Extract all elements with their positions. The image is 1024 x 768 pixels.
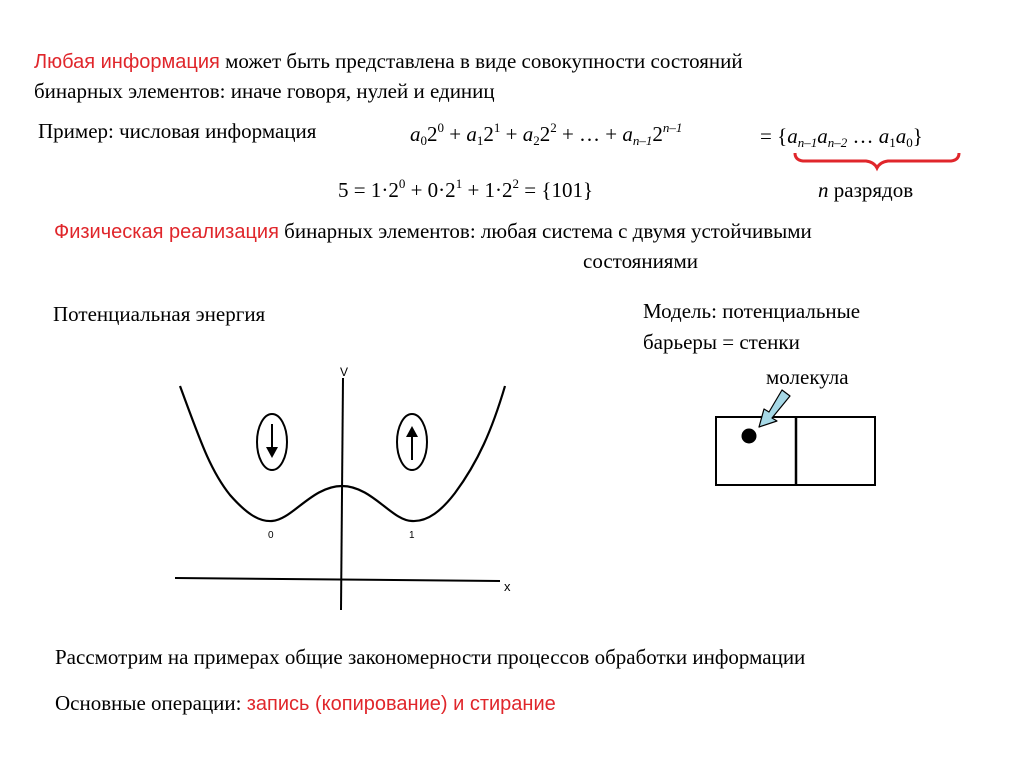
sub-n1: n–1 [632,133,653,148]
model-line-1: Модель: потенциальные [643,299,861,323]
intro-rest: может быть представлена в виде совокупности состояний [219,49,743,73]
sup-2: 2 [550,120,557,135]
physical-line-2: состояниями [583,249,698,273]
sub-0: 0 [906,135,913,150]
molecule-label: молекула [766,365,849,389]
ellipsis: … [847,124,879,148]
coef-a1: a [466,122,477,146]
operations-label: Основные операции: [55,691,247,715]
example-label: Пример: числовая информация [38,119,317,143]
base-2: 2 [539,122,551,146]
ellipsis: … [579,122,606,146]
sub-0: 0 [420,133,427,148]
sub-n2: n–2 [827,135,848,150]
coef-a0: a [410,122,421,146]
well-label-right: 1 [409,530,415,541]
operations-line [55,691,556,716]
digit-a0: a [895,124,907,148]
axis-x-label: x [504,579,511,594]
close-brace: } [912,124,923,148]
model-line-2: барьеры = стенки [643,330,800,354]
intro-highlight: Любая информация [34,51,220,73]
five-part-c: + 1·2 [462,178,513,202]
plus: + [444,122,467,146]
sup-n1: n–1 [662,120,683,135]
digits-n: n [818,178,829,202]
physical-rest: бинарных элементов: любая система с двумя устойчивыми [278,219,812,243]
five-part-a: 5 = 1·2 [338,178,399,202]
sup-1: 1 [493,120,501,135]
five-part-b: + 0·2 [405,178,456,202]
molecule-dot [742,429,757,444]
plus: + [556,122,580,146]
base-2: 2 [427,122,438,146]
digits-word: разрядов [828,178,914,202]
five-part-d: = {101} [519,178,594,202]
well-label-left: 0 [268,530,274,541]
sup-0: 0 [437,120,444,135]
sup-2: 2 [512,176,520,191]
digit-a1: a [878,124,890,148]
potential-energy-title: Потенциальная энергия [53,302,266,326]
base-2: 2 [652,122,663,146]
operations-value: запись (копирование) и стирание [246,693,556,715]
sub-2: 2 [533,133,540,148]
sub-n1: n–1 [797,135,818,150]
consider-line: Рассмотрим на примерах общие закономерности процессов обработки информации [55,645,806,669]
digit-an2: a [817,124,828,148]
axis-v-label: V [340,365,349,379]
intro-line-2: бинарных элементов: иначе говоря, нулей и единиц [34,79,495,103]
physical-highlight: Физическая реализация [54,221,279,243]
equals-brace: = { [760,124,788,148]
plus: + [500,122,523,146]
sup-1: 1 [455,176,463,191]
coef-an1: a [622,122,633,146]
sup-0: 0 [398,176,406,191]
coef-a2: a [522,122,534,146]
digit-an1: a [787,124,798,148]
plus: + [605,122,623,146]
sub-1: 1 [476,133,484,148]
base-2: 2 [483,122,494,146]
sub-1: 1 [889,135,896,150]
